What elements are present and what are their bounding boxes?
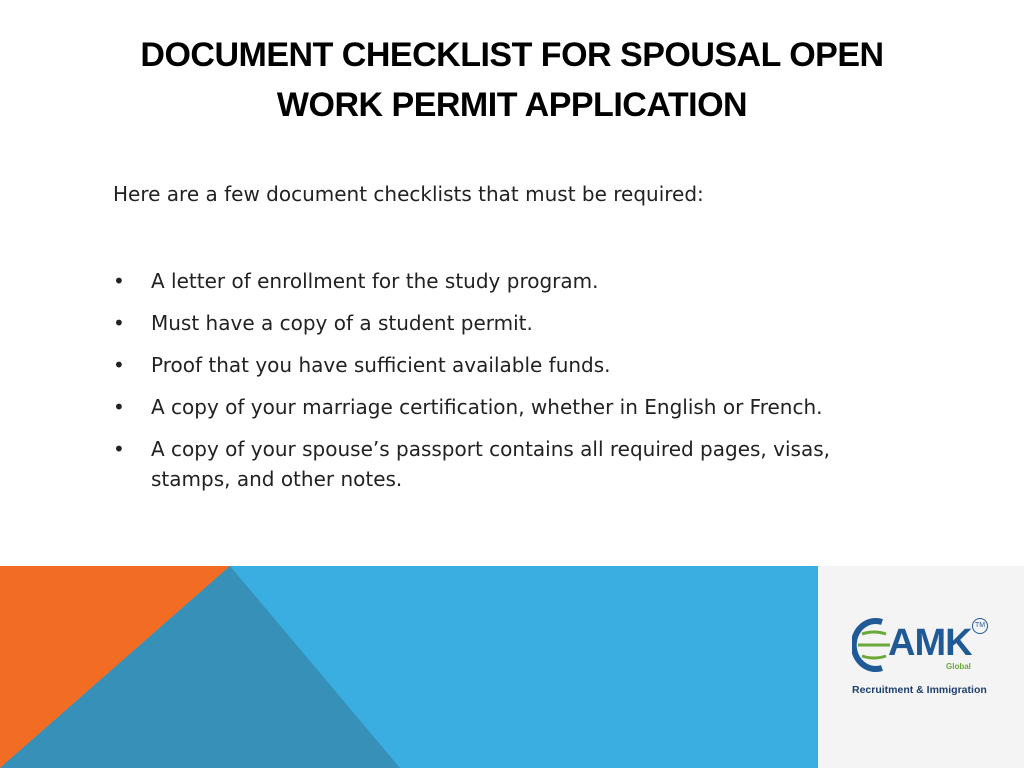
slide-title-line-2: WORK PERMIT APPLICATION [276, 86, 748, 124]
checklist-item-text: A letter of enrollment for the study program. [151, 269, 599, 293]
checklist-item-text: A copy of your spouse’s passport contains all required pages, visas, stamps, and other notes. [151, 437, 830, 491]
trademark-icon: TM [972, 618, 988, 634]
bullet-icon: • [113, 395, 125, 419]
document-checklist [113, 266, 913, 506]
checklist-item [113, 434, 913, 494]
logo-subname: Global [946, 662, 971, 671]
logo-panel [818, 566, 1024, 768]
checklist-item-text: Must have a copy of a student permit. [151, 311, 533, 335]
bullet-icon: • [113, 311, 125, 335]
checklist-item [113, 308, 913, 338]
checklist-item-text: Proof that you have sufficient available funds. [151, 353, 611, 377]
slide-title-line-1: DOCUMENT CHECKLIST FOR SPOUSAL OPEN [140, 36, 884, 74]
logo-tagline: Recruitment & Immigration [852, 684, 987, 696]
checklist-item [113, 350, 913, 380]
checklist-item [113, 392, 913, 422]
checklist-item [113, 266, 913, 296]
footer-decoration [0, 566, 818, 768]
slide-title [60, 30, 964, 130]
amk-logo [852, 616, 992, 706]
intro-text: Here are a few document checklists that must be required: [113, 182, 704, 206]
bullet-icon: • [113, 437, 125, 461]
checklist-item-text: A copy of your marriage certification, whether in English or French. [151, 395, 823, 419]
logo-name: AMK [888, 622, 972, 664]
bullet-icon: • [113, 353, 125, 377]
bullet-icon: • [113, 269, 125, 293]
